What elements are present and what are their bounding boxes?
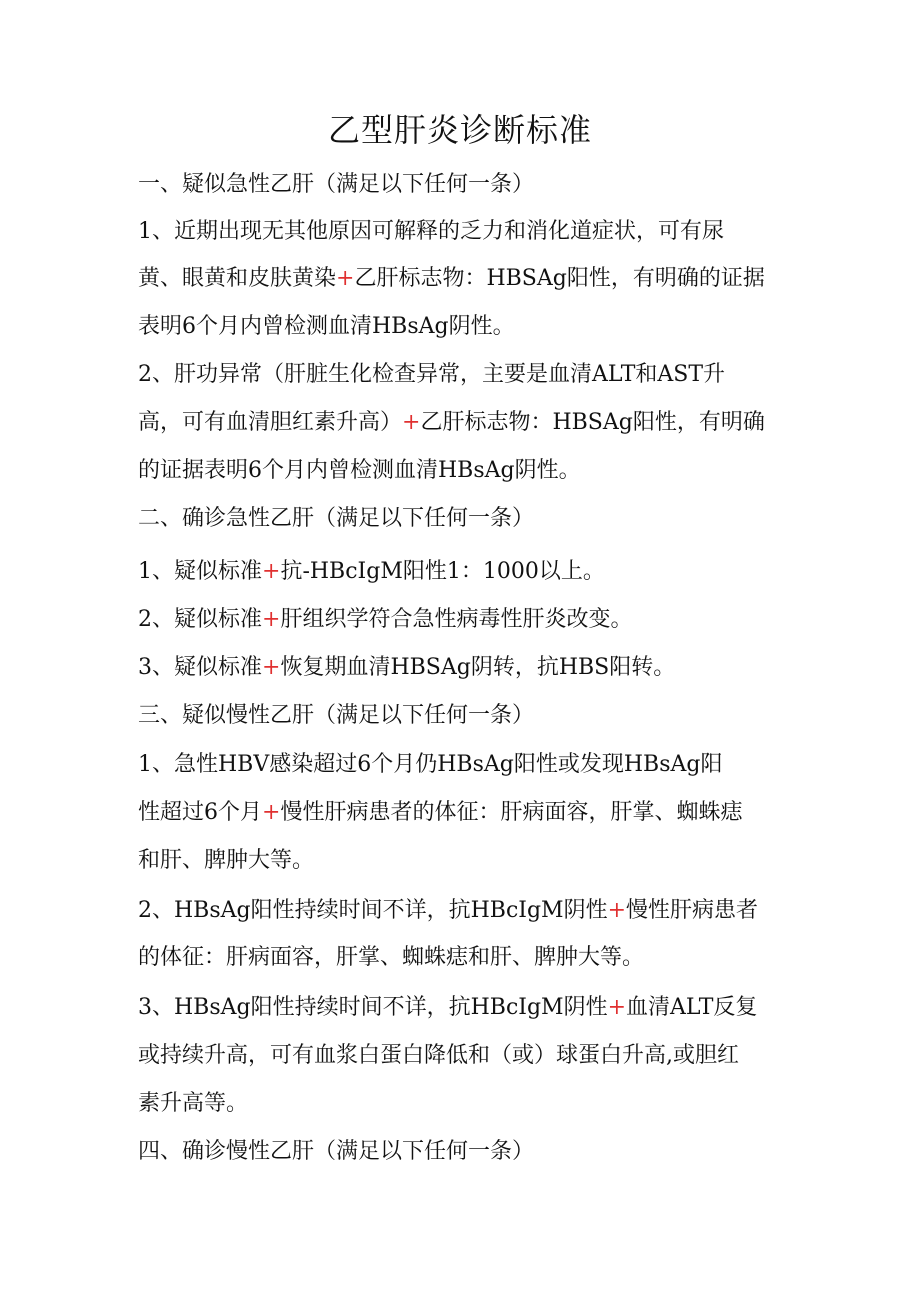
line-text: 四、确诊慢性乙肝（满足以下任何一条） [138, 1139, 535, 1164]
line-text: 抗-HBcIgM阳性1：1000以上。 [280, 559, 605, 584]
plus-sign: + [336, 266, 355, 291]
plus-sign: + [607, 995, 627, 1020]
line-text: 3、HBsAg阳性持续时间不详，抗HBcIgM阴性 [138, 995, 608, 1020]
paragraph-line [138, 1041, 788, 1071]
line-text: 的体征：肝病面容，肝掌、蜘蛛痣和肝、脾肿大等。 [138, 945, 645, 970]
document-title: 乙型肝炎诊断标准 [327, 111, 592, 149]
paragraph-line [138, 217, 788, 247]
paragraph-line [138, 360, 788, 390]
plus-sign: + [402, 410, 421, 435]
line-text: 1、急性HBV感染超过6个月仍HBsAg阳性或发现HBsAg阳 [138, 752, 723, 777]
plus-sign: + [262, 800, 281, 825]
line-text: 或持续升高，可有血浆白蛋白降低和（或）球蛋白升高,或胆红 [138, 1043, 739, 1068]
paragraph-line [138, 993, 788, 1023]
line-text: 1、疑似标准 [138, 559, 262, 584]
line-text: 素升高等。 [138, 1091, 249, 1116]
paragraph-line [138, 605, 788, 635]
line-text: 2、疑似标准 [138, 607, 262, 632]
line-text: 一、疑似急性乙肝（满足以下任何一条） [138, 172, 535, 197]
paragraph-line [138, 312, 788, 342]
line-text: 黄、眼黄和皮肤黄染 [138, 266, 337, 291]
line-text: 3、疑似标准 [138, 655, 262, 680]
paragraph-line [138, 653, 788, 683]
section-heading-2 [138, 504, 788, 534]
section-heading-3 [138, 701, 788, 731]
paragraph-line [138, 557, 788, 587]
line-text: 的证据表明6个月内曾检测血清HBsAg阴性。 [138, 458, 581, 483]
line-text: 高，可有血清胆红素升高） [138, 410, 403, 435]
paragraph-line [138, 896, 788, 926]
line-text: 恢复期血清HBSAg阴转，抗HBS阳转。 [280, 655, 676, 680]
line-text: 性超过6个月 [138, 800, 262, 825]
section-heading-1 [138, 170, 788, 200]
line-text: 慢性肝病患者的体征：肝病面容，肝掌、蜘蛛痣 [280, 800, 743, 825]
line-text: 肝组织学符合急性病毒性肝炎改变。 [280, 607, 633, 632]
line-text: 血清ALT反复 [626, 995, 758, 1020]
paragraph-line [138, 1089, 788, 1119]
line-text: 乙肝标志物：HBSAg阳性，有明确的证据 [354, 266, 765, 291]
line-text: 2、HBsAg阳性持续时间不详，抗HBcIgM阴性 [138, 898, 608, 923]
line-text: 慢性肝病患者 [626, 898, 759, 923]
line-text: 2、肝功异常（肝脏生化检查异常，主要是血清ALT和AST升 [138, 362, 726, 387]
line-text: 二、确诊急性乙肝（满足以下任何一条） [138, 506, 535, 531]
line-text: 和肝、脾肿大等。 [138, 848, 315, 873]
paragraph-line [138, 408, 788, 438]
paragraph-line [138, 798, 788, 828]
paragraph-line [138, 943, 788, 973]
plus-sign: + [607, 898, 627, 923]
paragraph-line [138, 846, 788, 876]
plus-sign: + [262, 559, 281, 584]
line-text: 1、近期出现无其他原因可解释的乏力和消化道症状，可有尿 [138, 219, 724, 244]
line-text: 三、疑似慢性乙肝（满足以下任何一条） [138, 703, 535, 728]
paragraph-line [138, 750, 788, 780]
line-text: 乙肝标志物：HBSAg阳性，有明确 [420, 410, 765, 435]
section-heading-4 [138, 1137, 788, 1167]
plus-sign: + [262, 655, 281, 680]
paragraph-line [138, 456, 788, 486]
paragraph-line [138, 264, 788, 294]
line-text: 表明6个月内曾检测血清HBsAg阴性。 [138, 314, 515, 339]
plus-sign: + [262, 607, 281, 632]
